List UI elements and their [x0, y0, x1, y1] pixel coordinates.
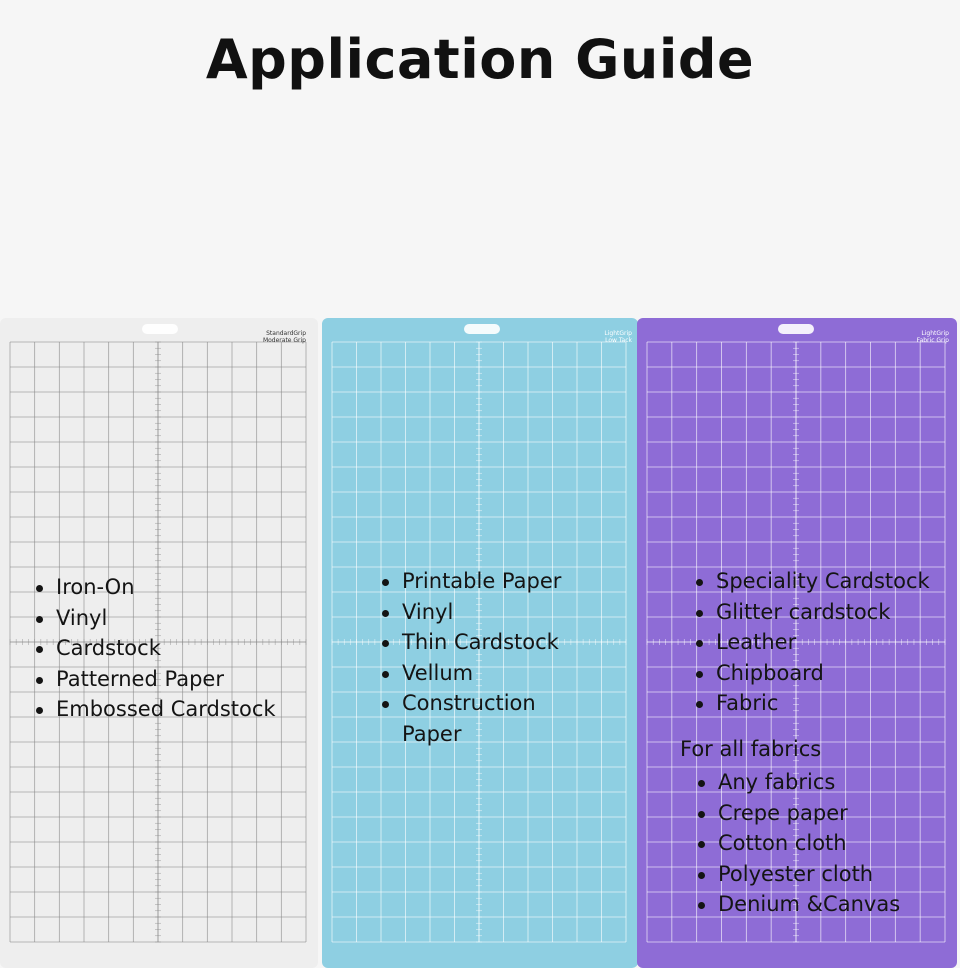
list-item: Printable Paper — [380, 566, 610, 597]
list-item: Thin Cardstock — [380, 627, 610, 658]
mat-brand-label: LightGrip Fabric Grip — [916, 330, 949, 344]
fabrics-list — [696, 767, 900, 920]
fabrics-heading: For all fabrics — [680, 737, 822, 761]
list-item: Construction Paper — [380, 688, 552, 749]
list-item: Patterned Paper — [34, 664, 276, 695]
mat-brand-label: StandardGrip Moderate Grip — [262, 330, 306, 344]
page-title: Application Guide — [205, 28, 755, 91]
list-item: Cardstock — [34, 633, 276, 664]
list-item: Vinyl — [34, 603, 276, 634]
list-item: Cotton cloth — [696, 828, 900, 859]
list-item: Fabric — [694, 688, 930, 719]
list-item: Crepe paper — [696, 798, 900, 829]
hanger-hole — [142, 324, 178, 334]
list-item: Denium &Canvas — [696, 889, 900, 920]
list-item: Glitter cardstock — [694, 597, 930, 628]
light-grip-materials-list — [380, 566, 610, 749]
list-item: Embossed Cardstock — [34, 694, 276, 725]
mat-brand-label: LightGrip Low Tack — [604, 330, 632, 344]
hanger-hole — [778, 324, 814, 334]
list-item: Any fabrics — [696, 767, 900, 798]
list-item: Leather — [694, 627, 930, 658]
list-item: Iron-On — [34, 572, 276, 603]
list-item: Polyester cloth — [696, 859, 900, 890]
fabric-grip-materials-list — [694, 566, 930, 719]
list-item: Speciality Cardstock — [694, 566, 930, 597]
list-item: Chipboard — [694, 658, 930, 689]
list-item: Vinyl — [380, 597, 610, 628]
list-item: Vellum — [380, 658, 610, 689]
standard-grip-materials-list — [34, 572, 276, 725]
hanger-hole — [464, 324, 500, 334]
